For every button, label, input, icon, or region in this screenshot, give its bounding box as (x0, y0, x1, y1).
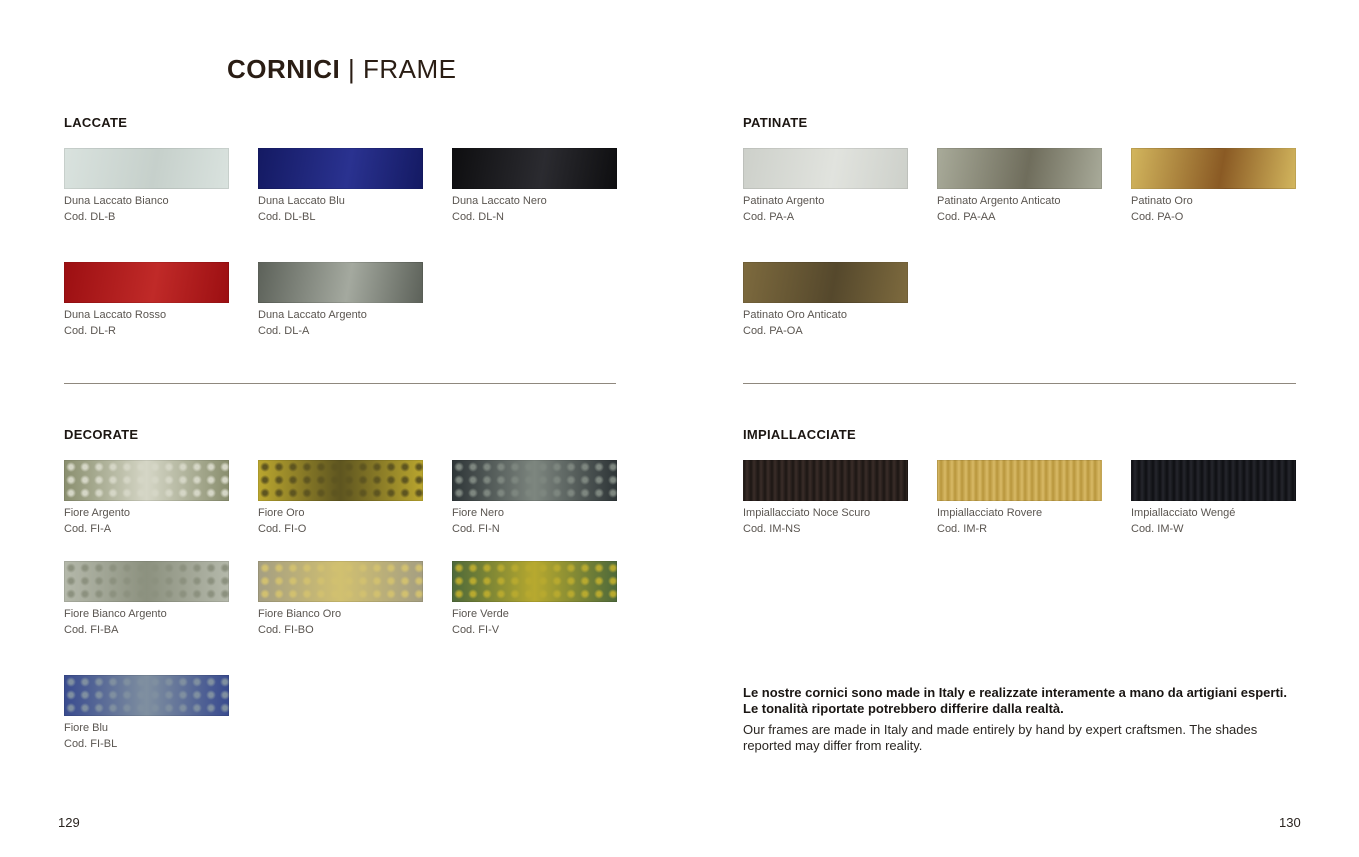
swatch-name: Fiore Blu (64, 722, 109, 734)
swatch-name: Duna Laccato Nero (452, 195, 547, 207)
swatch-code: Cod. PA-OA (743, 325, 803, 337)
swatch-card (452, 460, 617, 537)
title-bold: CORNICI (227, 54, 341, 84)
swatch-sample (64, 675, 229, 716)
swatch-card (258, 148, 423, 225)
page-number-left: 129 (58, 815, 80, 830)
swatch-code: Cod. FI-BO (258, 624, 314, 636)
swatch-code: Cod. FI-N (452, 523, 500, 535)
swatch-name: Fiore Nero (452, 507, 504, 519)
swatch-name: Fiore Verde (452, 608, 509, 620)
swatch-name: Patinato Oro (1131, 195, 1193, 207)
swatch-card (258, 561, 423, 638)
swatch-name: Patinato Argento Anticato (937, 195, 1061, 207)
swatch-code: Cod. IM-W (1131, 523, 1184, 535)
swatch-code: Cod. FI-BA (64, 624, 119, 636)
swatch-sample (1131, 148, 1296, 189)
swatch-card (1131, 148, 1296, 225)
swatch-card (743, 148, 908, 225)
swatch-sample (743, 460, 908, 501)
heading-patinate: PATINATE (743, 115, 808, 130)
swatch-sample (743, 262, 908, 303)
swatch-code: Cod. IM-R (937, 523, 988, 535)
swatch-sample (743, 148, 908, 189)
disclaimer-note (743, 685, 1303, 754)
swatch-card (64, 675, 229, 752)
page-title (227, 54, 457, 85)
swatch-name: Impiallacciato Rovere (937, 507, 1043, 519)
swatch-code: Cod. DL-A (258, 325, 310, 337)
swatch-name: Fiore Oro (258, 507, 305, 519)
swatch-sample (258, 460, 423, 501)
swatch-card (258, 460, 423, 537)
title-separator: | (348, 54, 356, 84)
swatch-name: Impiallacciato Noce Scuro (743, 507, 871, 519)
swatch-code: Cod. DL-B (64, 211, 116, 223)
swatch-sample (258, 561, 423, 602)
heading-impiallacciate: IMPIALLACCIATE (743, 427, 857, 442)
swatch-card (64, 262, 229, 339)
swatch-sample (258, 148, 423, 189)
swatch-name: Patinato Argento (743, 195, 825, 207)
swatch-card (743, 262, 908, 339)
page-number-right: 130 (1279, 815, 1301, 830)
swatch-code: Cod. DL-BL (258, 211, 316, 223)
swatch-code: Cod. FI-O (258, 523, 307, 535)
swatch-code: Cod. IM-NS (743, 523, 801, 535)
swatch-card (64, 561, 229, 638)
swatch-code: Cod. PA-AA (937, 211, 996, 223)
swatch-card (743, 460, 908, 537)
swatch-name: Fiore Argento (64, 507, 131, 519)
swatch-card (64, 460, 229, 537)
swatch-code: Cod. FI-BL (64, 738, 118, 750)
heading-laccate: LACCATE (64, 115, 128, 130)
swatch-sample (452, 148, 617, 189)
swatch-sample (64, 561, 229, 602)
heading-decorate: DECORATE (64, 427, 139, 442)
swatch-sample (452, 561, 617, 602)
swatch-code: Cod. DL-R (64, 325, 116, 337)
note-italian: Le nostre cornici sono made in Italy e realizzate interamente a mano da artigiani esperti. Le tonalità riportate potrebbero differire dalla realtà. (743, 685, 1288, 716)
swatch-sample (1131, 460, 1296, 501)
title-light: FRAME (363, 54, 457, 84)
swatch-code: Cod. DL-N (452, 211, 504, 223)
swatch-name: Duna Laccato Bianco (64, 195, 169, 207)
swatch-sample (64, 460, 229, 501)
swatch-code: Cod. FI-A (64, 523, 112, 535)
swatch-sample (64, 262, 229, 303)
note-english: Our frames are made in Italy and made entirely by hand by expert craftsmen. The shades reported may differ from reality. (743, 722, 1258, 753)
swatch-name: Impiallacciato Wengé (1131, 507, 1236, 519)
swatch-sample (937, 148, 1102, 189)
swatch-card (258, 262, 423, 339)
swatch-card (937, 460, 1102, 537)
swatch-sample (258, 262, 423, 303)
swatch-name: Fiore Bianco Oro (258, 608, 342, 620)
swatch-name: Duna Laccato Rosso (64, 309, 167, 321)
swatch-code: Cod. PA-A (743, 211, 795, 223)
swatch-code: Cod. FI-V (452, 624, 500, 636)
swatch-sample (452, 460, 617, 501)
swatch-card (937, 148, 1102, 225)
swatch-card (64, 148, 229, 225)
swatch-name: Duna Laccato Blu (258, 195, 345, 207)
swatch-sample (937, 460, 1102, 501)
swatch-card (1131, 460, 1296, 537)
swatch-card (452, 148, 617, 225)
swatch-name: Fiore Bianco Argento (64, 608, 167, 620)
swatch-code: Cod. PA-O (1131, 211, 1184, 223)
swatch-name: Duna Laccato Argento (258, 309, 367, 321)
swatch-sample (64, 148, 229, 189)
section-divider (64, 383, 616, 384)
swatch-card (452, 561, 617, 638)
section-divider (743, 383, 1296, 384)
swatch-name: Patinato Oro Anticato (743, 309, 847, 321)
